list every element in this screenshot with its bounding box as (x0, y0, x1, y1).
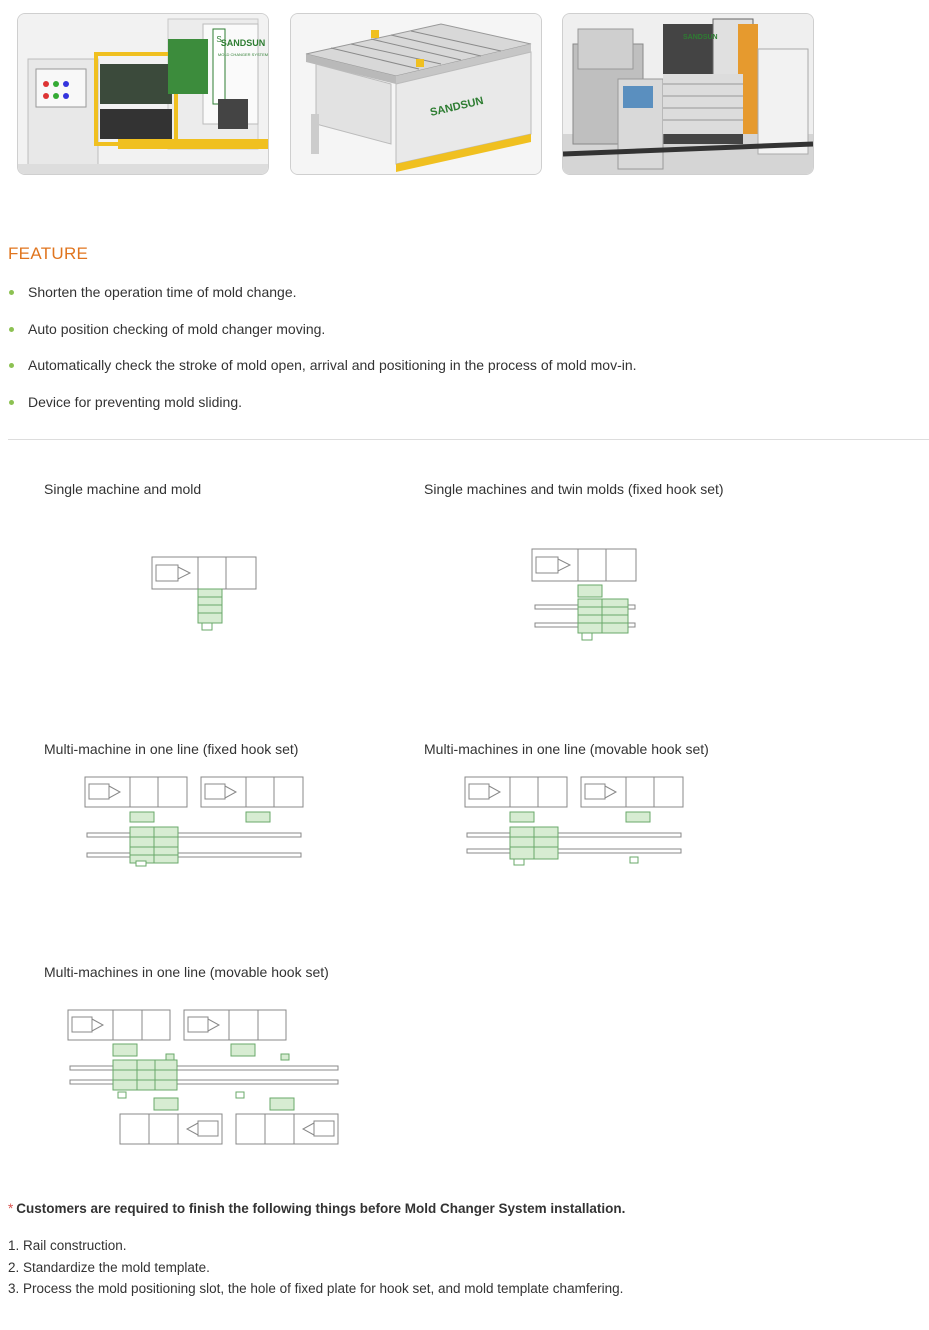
bullet-icon (9, 400, 14, 405)
diagram-title-multi-movable: Multi-machines in one line (movable hook set) (424, 741, 709, 757)
step-item: 2. Standardize the mold template. (8, 1259, 210, 1275)
feature-item-text: Auto position checking of mold changer moving. (28, 320, 326, 337)
feature-item-text: Device for preventing mold sliding. (28, 394, 242, 411)
step-item: 3. Process the mold positioning slot, the hole of fixed plate for hook set, and mold template chamfering. (8, 1281, 624, 1296)
diagram-multi-movable-both-sides (66, 1008, 344, 1148)
feature-item (8, 356, 637, 393)
note-star: * (8, 1201, 14, 1216)
bullet-icon (9, 327, 14, 332)
step-item: 1. Rail construction. (8, 1238, 127, 1253)
diagram-title-twin: Single machines and twin molds (fixed hook set) (424, 481, 724, 497)
mold-changer-photo-3 (562, 13, 814, 175)
feature-list (8, 283, 637, 430)
photo-brand: SANDSUN (428, 94, 485, 119)
photo-label: MOLD CHANGER SYSTEM (217, 52, 268, 57)
section-divider (8, 439, 929, 440)
diagram-single-machine (150, 555, 260, 635)
photo-brand: SANDSUN (683, 34, 718, 41)
feature-item-text: Shorten the operation time of mold change. (28, 284, 297, 300)
mold-changer-photo-1 (17, 13, 269, 175)
feature-item (8, 393, 637, 430)
diagram-multi-fixed (84, 775, 306, 867)
installation-note (8, 1201, 625, 1216)
machine (152, 557, 256, 589)
bullet-icon (9, 290, 14, 295)
feature-item (8, 283, 637, 320)
installation-steps (8, 1237, 623, 1302)
mold-changer-photo-2 (290, 13, 542, 175)
diagram-multi-movable (464, 775, 686, 867)
diagram-title-multi-fixed: Multi-machine in one line (fixed hook set) (44, 741, 299, 757)
photo-brand: SANDSUN (220, 38, 266, 48)
diagram-title-single: Single machine and mold (44, 481, 202, 497)
feature-item-text: Automatically check the stroke of mold open, arrival and positioning in the process of mold mov-in. (28, 357, 637, 374)
diagram-twin-molds (530, 547, 642, 643)
feature-item (8, 320, 637, 357)
bullet-icon (9, 363, 14, 368)
note-text: Customers are required to finish the following things before Mold Changer System installation. (16, 1201, 626, 1216)
svg-text:S: S (216, 35, 222, 44)
diagram-title-multi-movable-2: Multi-machines in one line (movable hook set) (44, 964, 329, 980)
mold (198, 589, 222, 630)
feature-title: FEATURE (8, 244, 89, 263)
